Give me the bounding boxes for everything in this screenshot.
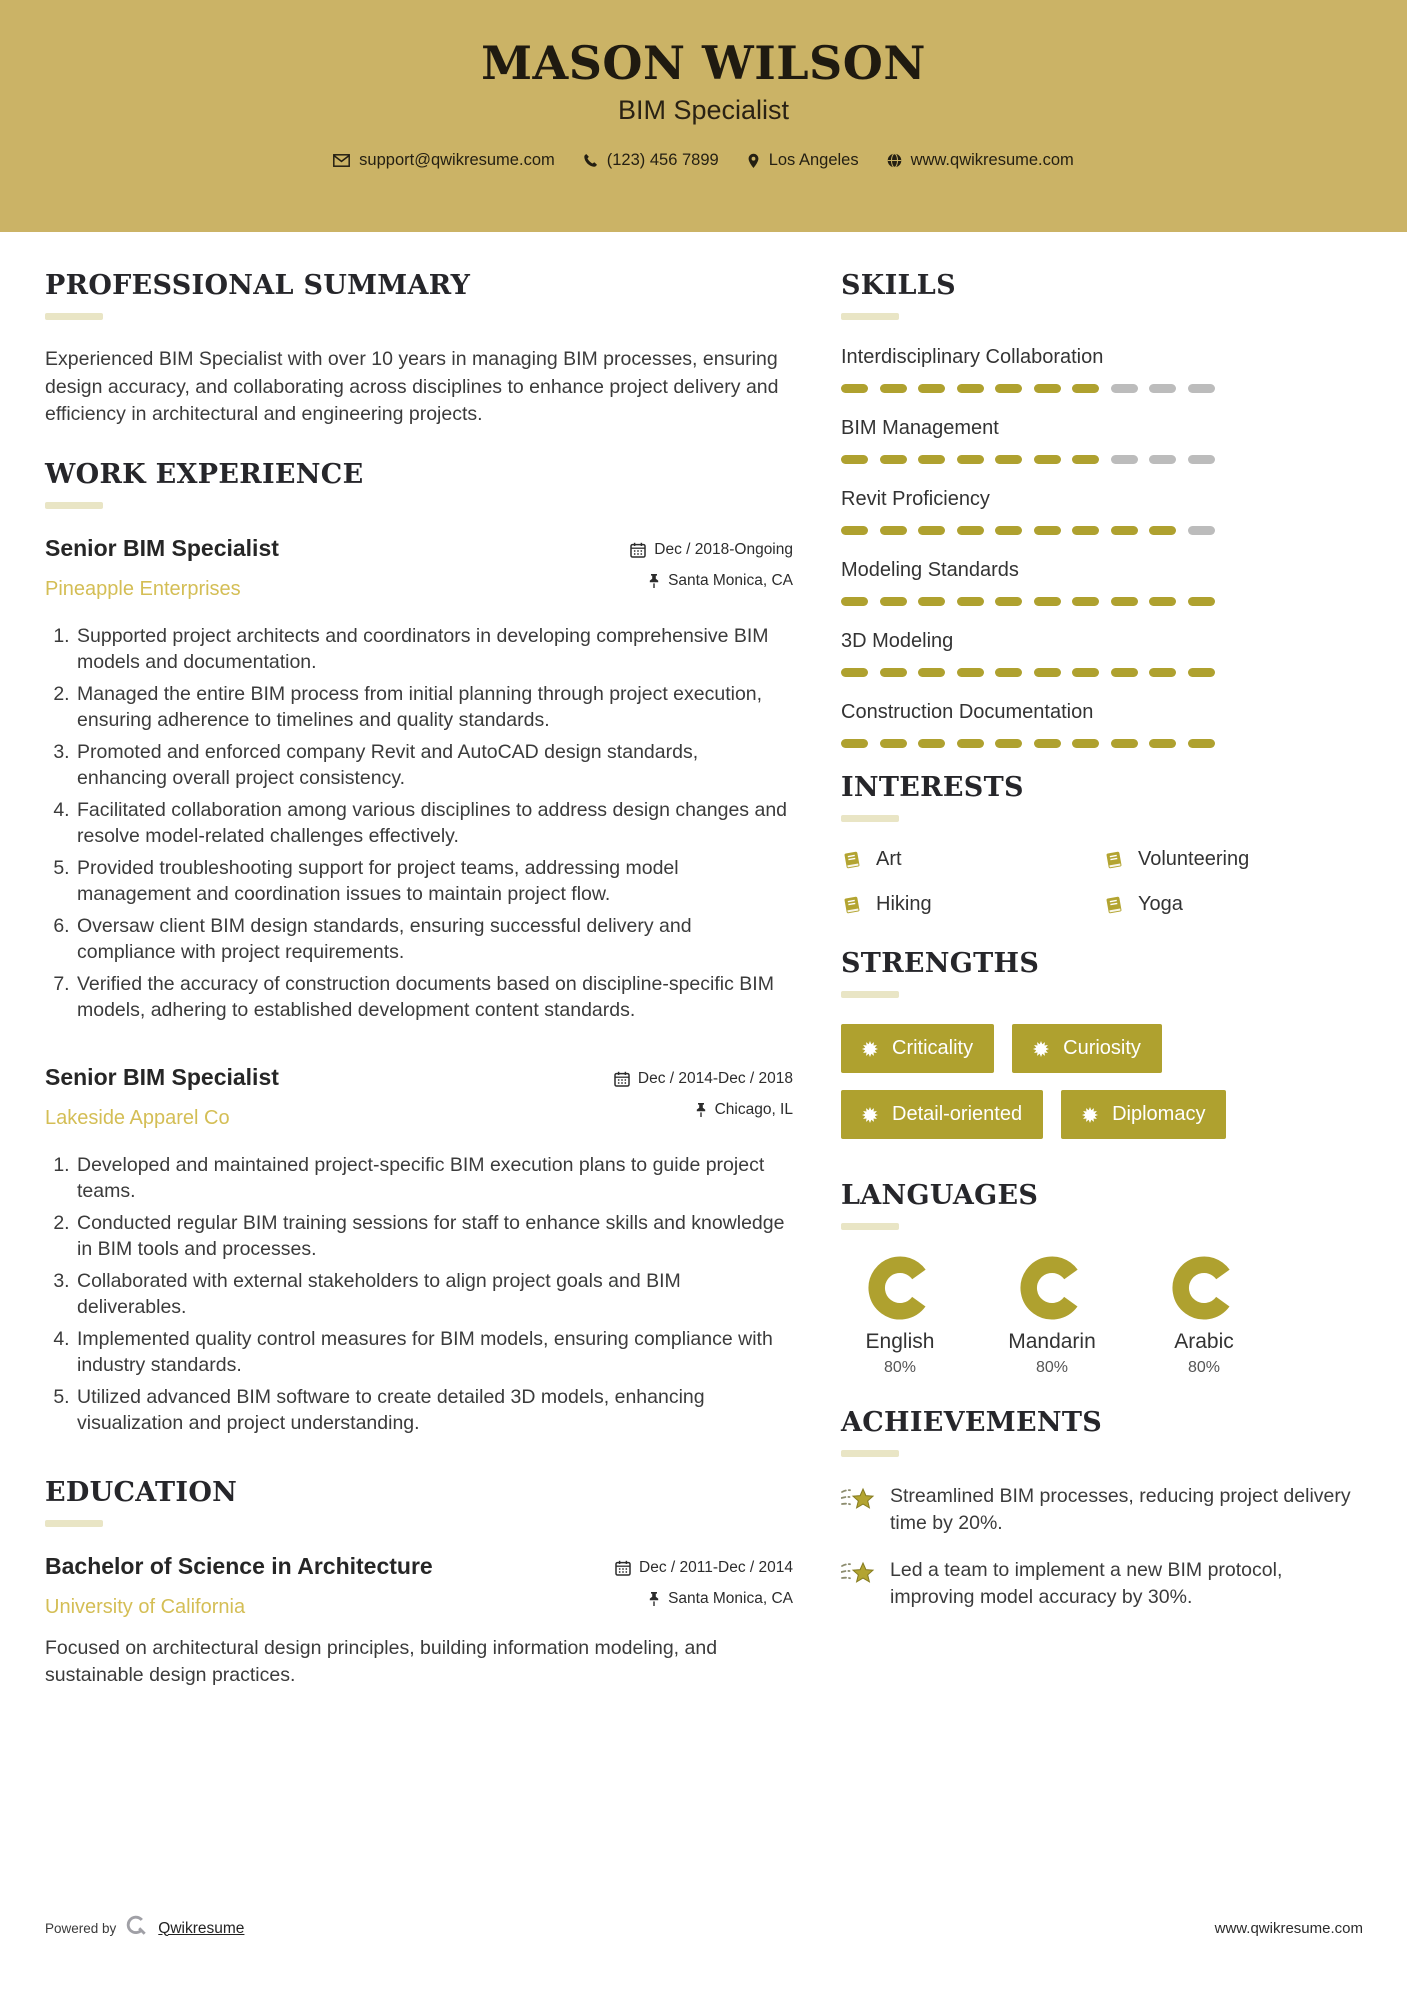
job-entry (45, 535, 793, 1024)
burst-icon (862, 1041, 878, 1057)
job-company: Pineapple Enterprises (45, 577, 241, 600)
skill-item (841, 417, 1365, 464)
job-title: Senior BIM Specialist (45, 534, 279, 561)
skill-item (841, 488, 1365, 535)
skill-name: Revit Proficiency (841, 488, 990, 510)
education-header (45, 1553, 793, 1629)
qwikresume-link[interactable]: Qwikresume (158, 1919, 245, 1937)
footer-website: www.qwikresume.com (1214, 1920, 1363, 1937)
interest-label: Volunteering (1138, 848, 1250, 870)
strength-label: Curiosity (1063, 1037, 1141, 1059)
skill-name: Construction Documentation (841, 701, 1094, 723)
achievement-text: Led a team to implement a new BIM protocol, improving model accuracy by 30%. (890, 1559, 1283, 1608)
footer (45, 1915, 1363, 1942)
globe-icon (887, 153, 902, 168)
heading-underline (45, 1520, 103, 1527)
map-pin-icon (747, 153, 760, 169)
heading-underline (841, 1223, 899, 1230)
person-role: BIM Specialist (617, 95, 790, 125)
strength-label: Detail-oriented (892, 1103, 1023, 1125)
contact-bar (0, 151, 1407, 170)
job-location: Santa Monica, CA (668, 571, 793, 589)
skill-level-bar (841, 526, 1365, 535)
job-bullet: 5. Utilized advanced BIM software to create detailed 3D models, enhancing visualization and project understanding. (75, 1384, 793, 1437)
job-meta (630, 535, 793, 603)
education-location: Santa Monica, CA (668, 1589, 793, 1607)
language-item (993, 1256, 1111, 1377)
content (0, 232, 1407, 1690)
contact-location (747, 151, 859, 170)
burst-icon (1082, 1107, 1098, 1123)
strength-chip (841, 1024, 994, 1073)
language-item (1145, 1256, 1263, 1377)
job-bullet: 5. Provided troubleshooting support for project teams, addressing model management and coordination issues to maintain project flow. (75, 855, 793, 908)
job-bullet: 4. Implemented quality control measures for BIM models, ensuring compliance with industry standards. (75, 1326, 793, 1379)
contact-website-text: www.qwikresume.com (910, 151, 1074, 169)
language-donut-chart (1145, 1256, 1263, 1320)
interests-heading: INTERESTS (841, 772, 1024, 803)
skill-name: Modeling Standards (841, 559, 1019, 581)
calendar-icon (614, 1071, 630, 1087)
strength-chip (1012, 1024, 1162, 1073)
right-column (841, 270, 1365, 1690)
strength-chip (1061, 1090, 1226, 1139)
phone-icon (583, 153, 598, 168)
education-location-row (615, 1590, 793, 1608)
contact-website (887, 151, 1074, 170)
heading-underline (45, 502, 103, 509)
job-bullet: 3. Collaborated with external stakeholders to align project goals and BIM deliverables. (75, 1268, 793, 1321)
language-donut-chart (841, 1256, 959, 1320)
job-dates: Dec / 2014-Dec / 2018 (637, 1069, 793, 1087)
powered-by-label: Powered by (45, 1921, 117, 1936)
education-title-block (45, 1553, 433, 1629)
language-donut-chart (993, 1256, 1111, 1320)
book-icon (841, 849, 863, 871)
job-location-row (630, 572, 793, 590)
summary-section (45, 270, 793, 429)
contact-phone (583, 151, 719, 170)
star-achievement-icon (841, 1557, 875, 1594)
heading-underline (841, 1450, 899, 1457)
job-dates: Dec / 2018-Ongoing (654, 540, 793, 558)
language-percent: 80% (883, 1359, 917, 1376)
education-degree: Bachelor of Science in Architecture (45, 1552, 433, 1579)
heading-underline (45, 313, 103, 320)
job-title-block (45, 535, 279, 611)
strength-chips (841, 1024, 1365, 1156)
star-achievement-icon (841, 1483, 875, 1520)
qwikresume-logo-icon (126, 1915, 148, 1942)
job-header (45, 1064, 793, 1140)
skill-level-bar (841, 597, 1365, 606)
education-description: Focused on architectural design principles, building information modeling, and sustainable design practices. (45, 1636, 718, 1686)
interest-item (1103, 848, 1365, 871)
language-name: Mandarin (1008, 1330, 1096, 1353)
skill-level-bar (841, 384, 1365, 393)
skill-level-bar (841, 455, 1365, 464)
strength-chip (841, 1090, 1043, 1139)
interest-item (841, 893, 1103, 916)
contact-phone-text: (123) 456 7899 (606, 151, 719, 169)
book-icon (841, 894, 863, 916)
job-meta (614, 1064, 793, 1132)
experience-section (45, 459, 793, 1437)
skill-name: 3D Modeling (841, 630, 954, 652)
skill-item (841, 630, 1365, 677)
pushpin-icon (648, 573, 660, 589)
job-bullets (45, 1152, 793, 1437)
achievement-text: Streamlined BIM processes, reducing project delivery time by 20%. (890, 1485, 1351, 1534)
burst-icon (1033, 1041, 1049, 1057)
job-bullet: 4. Facilitated collaboration among various disciplines to address design changes and resolve model-related challenges effectively. (75, 797, 793, 850)
job-bullet: 7. Verified the accuracy of construction documents based on discipline-specific BIM models, adhering to established development content standards. (75, 971, 793, 1024)
education-school: University of California (45, 1595, 246, 1618)
job-location-row (614, 1101, 793, 1119)
job-bullet: 6. Oversaw client BIM design standards, ensuring successful delivery and compliance with project requirements. (75, 913, 793, 966)
person-name: MASON WILSON (481, 36, 926, 90)
skill-item (841, 559, 1365, 606)
book-icon (1103, 849, 1125, 871)
achievement-item (841, 1557, 1365, 1611)
education-meta (615, 1553, 793, 1621)
language-name: Arabic (1174, 1330, 1234, 1353)
interests-section (841, 772, 1365, 916)
skill-item (841, 701, 1365, 748)
education-section (45, 1477, 793, 1690)
job-title-block (45, 1064, 279, 1140)
strength-label: Criticality (892, 1037, 974, 1059)
heading-underline (841, 815, 899, 822)
heading-underline (841, 991, 899, 998)
powered-by (45, 1915, 244, 1942)
achievements-section (841, 1407, 1365, 1611)
experience-heading: WORK EXPERIENCE (45, 458, 364, 490)
skills-section (841, 270, 1365, 748)
strength-label: Diplomacy (1112, 1103, 1206, 1125)
calendar-icon (630, 542, 646, 558)
languages-heading: LANGUAGES (841, 1180, 1039, 1211)
job-bullet: 2. Conducted regular BIM training sessions for staff to enhance skills and knowledge in BIM tools and processes. (75, 1210, 793, 1263)
job-company: Lakeside Apparel Co (45, 1106, 230, 1129)
job-entry (45, 1064, 793, 1437)
burst-icon (862, 1107, 878, 1123)
left-column (45, 270, 793, 1690)
job-location: Chicago, IL (714, 1100, 793, 1118)
interest-label: Hiking (876, 893, 932, 915)
interests-grid (841, 848, 1365, 916)
calendar-icon (615, 1560, 631, 1576)
contact-location-text: Los Angeles (768, 151, 859, 169)
job-dates-row (614, 1070, 793, 1088)
education-dates: Dec / 2011-Dec / 2014 (639, 1558, 793, 1576)
skill-level-bar (841, 668, 1365, 677)
skills-heading: SKILLS (841, 270, 956, 301)
skill-item (841, 346, 1365, 393)
languages-section (841, 1180, 1365, 1377)
achievements-heading: ACHIEVEMENTS (841, 1407, 1103, 1438)
contact-email (333, 151, 555, 170)
job-bullet: 1. Developed and maintained project-specific BIM execution plans to guide project teams. (75, 1152, 793, 1205)
job-bullet: 2. Managed the entire BIM process from initial planning through project execution, ensuring adherence to timelines and quality standards. (75, 681, 793, 734)
header (0, 0, 1407, 232)
achievement-item (841, 1483, 1365, 1537)
job-dates-row (630, 541, 793, 559)
pushpin-icon (648, 1591, 660, 1607)
interest-item (841, 848, 1103, 871)
language-percent: 80% (1187, 1359, 1221, 1376)
contact-email-text: support@qwikresume.com (359, 151, 555, 169)
interest-label: Art (876, 848, 902, 870)
language-name: English (865, 1330, 935, 1353)
heading-underline (841, 313, 899, 320)
pushpin-icon (695, 1102, 707, 1118)
languages-list (841, 1256, 1365, 1377)
skill-name: BIM Management (841, 417, 999, 439)
language-item (841, 1256, 959, 1377)
education-dates-row (615, 1559, 793, 1577)
interest-item (1103, 893, 1365, 916)
job-title: Senior BIM Specialist (45, 1063, 279, 1090)
job-bullet: 1. Supported project architects and coordinators in developing comprehensive BIM models and documentation. (75, 623, 793, 676)
strengths-heading: STRENGTHS (841, 948, 1040, 979)
summary-text: Experienced BIM Specialist with over 10 years in managing BIM processes, ensuring design accuracy, and collaborating across disciplines to enhance project delivery and efficiency in architectural and engineering projects. (45, 348, 779, 425)
job-bullets (45, 623, 793, 1024)
interest-label: Yoga (1138, 893, 1183, 915)
job-bullet: 3. Promoted and enforced company Revit and AutoCAD design standards, enhancing overall project consistency. (75, 739, 793, 792)
language-percent: 80% (1035, 1359, 1069, 1376)
book-icon (1103, 894, 1125, 916)
envelope-icon (333, 154, 350, 167)
skill-level-bar (841, 739, 1365, 748)
job-header (45, 535, 793, 611)
skill-name: Interdisciplinary Collaboration (841, 346, 1104, 368)
strengths-section (841, 948, 1365, 1156)
summary-heading: PROFESSIONAL SUMMARY (45, 270, 471, 301)
education-heading: EDUCATION (45, 1476, 238, 1508)
